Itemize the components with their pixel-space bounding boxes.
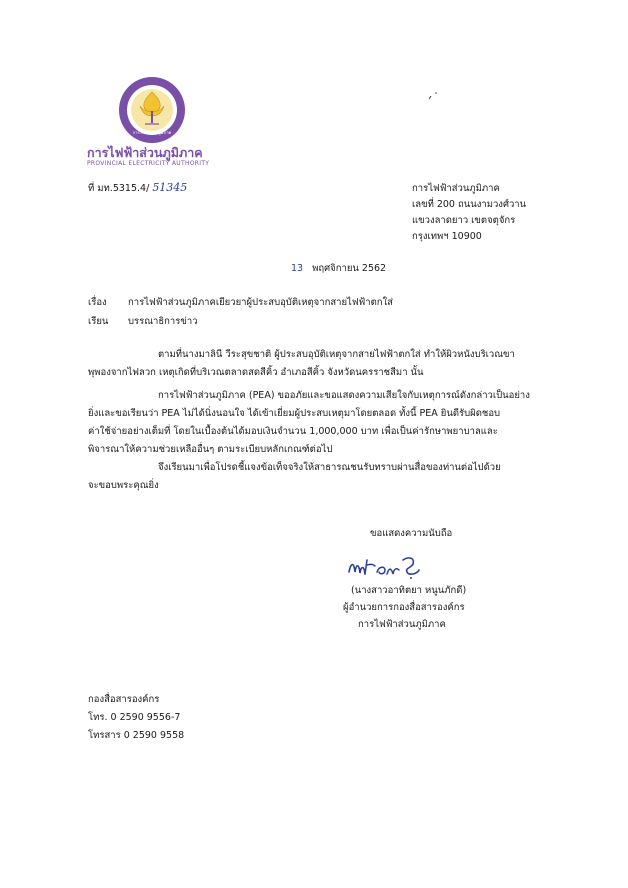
- body-paragraph-3-line-1: จึงเรียนมาเพื่อโปรดชี้แจงข้อเท็จจริงให้สาธารณชนรับทราบผ่านสื่อของท่านต่อไปด้วย: [158, 462, 501, 473]
- pea-logo: [118, 76, 186, 144]
- reference-number: 51345: [152, 181, 188, 194]
- handwritten-signature: [345, 548, 435, 588]
- body-paragraph-3-line-2: จะขอบพระคุณยิ่ง: [88, 480, 159, 491]
- footer-telephone: โทร. 0 2590 9556-7: [88, 712, 181, 723]
- body-paragraph-2-line-3: ค่าใช้จ่ายอย่างเต็มที่ โดยในเบื้องต้นได้มอบเงินจำนวน 1,000,000 บาท เพื่อเป็นค่ารักษาพยาบาลและ: [88, 426, 498, 437]
- address-line-3: แขวงลาดยาว เขตจตุจักร: [412, 215, 516, 226]
- closing-phrase: ขอแสดงความนับถือ: [370, 528, 453, 539]
- recipient-label: เรียน: [88, 316, 109, 327]
- org-name-english: PROVINCIAL ELECTRICITY AUTHORITY: [87, 160, 210, 167]
- reference-label: ที่ มท.5315.4/: [88, 183, 150, 194]
- body-paragraph-2-line-2: ยิ่งและขอเรียนว่า PEA ไม่ได้นิ่งนอนใจ ได้เข้าเยี่ยมผู้ประสบเหตุมาโดยตลอด ทั้งนี้ PEA ยินดีรับผิดชอบ: [88, 408, 501, 419]
- logo-ring-text: การไฟฟ้าส่วนภูมิภาค: [132, 130, 172, 135]
- date-day: 13: [291, 263, 304, 274]
- subject-label: เรื่อง: [88, 297, 107, 308]
- org-name-thai: การไฟฟ้าส่วนภูมิภาค: [87, 145, 203, 160]
- signatory-organization: การไฟฟ้าส่วนภูมิภาค: [358, 619, 446, 630]
- body-paragraph-2-line-1: การไฟฟ้าส่วนภูมิภาค (PEA) ขออภัยและขอแสดงความเสียใจกับเหตุการณ์ดังกล่าวเป็นอย่าง: [158, 390, 530, 401]
- letter-date: [291, 262, 386, 276]
- footer-fax: โทรสาร 0 2590 9558: [88, 730, 185, 741]
- recipient-text: บรรณาธิการข่าว: [128, 316, 198, 327]
- body-paragraph-1-line-1: ตามที่นางมาลินี วีระสุขชาติ ผู้ประสบอุบัติเหตุจากสายไฟฟ้าตกใส่ ทำให้ผิวหนังบริเวณขา: [158, 349, 515, 360]
- body-paragraph-1-line-2: พุพองจากไฟลวก เหตุเกิดที่บริเวณตลาดสดสีคิ้ว อำเภอสีคิ้ว จังหวัดนครราชสีมา นั้น: [88, 367, 424, 378]
- date-month-year: พฤศจิกายน 2562: [312, 263, 387, 274]
- footer-department: กองสื่อสารองค์กร: [88, 694, 160, 705]
- signatory-name: (นางสาวอาทิตยา หนูนภักดี): [351, 585, 467, 596]
- address-line-4: กรุงเทพฯ 10900: [412, 231, 482, 242]
- signatory-position: ผู้อำนวยการกองสื่อสารองค์กร: [343, 602, 465, 613]
- address-line-1: การไฟฟ้าส่วนภูมิภาค: [412, 183, 500, 194]
- stray-mark-icon: [426, 90, 440, 102]
- address-line-2: เลขที่ 200 ถนนงามวงศ์วาน: [412, 199, 527, 210]
- reference-line: [88, 181, 187, 196]
- subject-text: การไฟฟ้าส่วนภูมิภาคเยียวยาผู้ประสบอุบัติเหตุจากสายไฟฟ้าตกใส่: [128, 297, 393, 308]
- body-paragraph-2-line-4: พิจารณาให้ความช่วยเหลืออื่นๆ ตามระเบียบหลักเกณฑ์ต่อไป: [88, 444, 333, 455]
